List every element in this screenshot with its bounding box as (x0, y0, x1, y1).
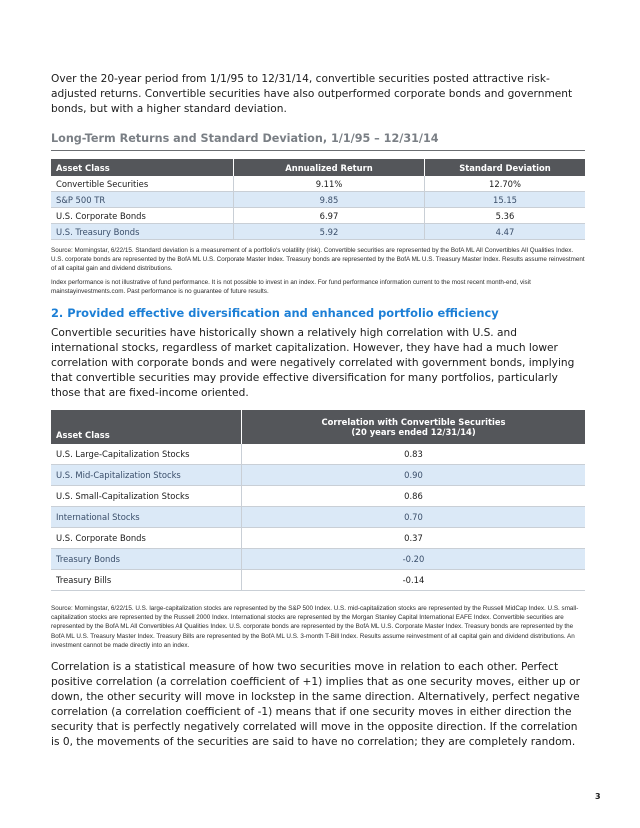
page-content (51, 72, 585, 750)
column-header: Asset Class (51, 159, 234, 176)
table-cell: 9.11% (234, 176, 425, 192)
table-row (51, 465, 585, 486)
table-cell: 5.36 (425, 208, 586, 224)
table2-source-note: Source: Morningstar, 6/22/15. U.S. large-capitalization stocks are represented by the S&P 500 Index. U.S. mid-capitalization stocks are represented by the Russell MidCap Index. U.S. small-capitalization stocks are represented by the Russell 2000 Index. International stocks are represented by the Morgan Stanley Capital International EAFE Index. Convertible securities are represented by the BofA ML All Convertibles All Qualities Index. U.S. corporate bonds are represented by the BofA ML U.S. Corporate Master Index. Treasury bonds are represented by the BofA ML U.S. Treasury Master Index. Treasury Bills are represented by the BofA ML U.S. 3-month T-Bill Index. Results assume reinvestment of all capital gain and dividend distributions. An investment cannot be made directly into an index. (51, 605, 579, 649)
table-cell: 12.70% (425, 176, 586, 192)
table-cell: U.S. Corporate Bonds (51, 208, 234, 224)
table-cell: 0.83 (242, 444, 586, 465)
table-row (51, 444, 585, 465)
table-cell: 0.90 (242, 465, 586, 486)
table-cell: Treasury Bonds (51, 549, 242, 570)
section2-paragraph: Convertible securities have historically shown a relatively high correlation with U.S. and international stocks, regardless of market capitalization. However, they have had a much lower correlation with corporate bonds and were negatively correlated with government bonds, implying that convertible securities may provide effective diversification for many portfolios, particularly those that are fixed-income oriented. (51, 327, 575, 400)
table-cell: U.S. Small-Capitalization Stocks (51, 486, 242, 507)
table-cell: -0.20 (242, 549, 586, 570)
table-row (51, 570, 585, 591)
table-row (51, 224, 585, 240)
table-row (51, 528, 585, 549)
table-cell: U.S. Corporate Bonds (51, 528, 242, 549)
table-header-row (51, 410, 585, 444)
section2-heading: 2. Provided effective diversification and enhanced portfolio efficiency (51, 306, 499, 321)
table1-heading: Long-Term Returns and Standard Deviation, 1/1/95 – 12/31/14 (51, 132, 585, 151)
index-disclaimer: Index performance is not illustrative of fund performance. It is not possible to invest in an index. For fund performance information current to the most recent month-end, visit mainstayinvestments.com. Past performance is no guarantee of future results. (51, 278, 531, 295)
table-row (51, 208, 585, 224)
column-header-line: (20 years ended 12/31/14) (351, 427, 476, 438)
table-header-row (51, 159, 585, 176)
correlation-table (51, 410, 585, 591)
intro-paragraph: Over the 20-year period from 1/1/95 to 12/31/14, convertible securities posted attractive risk-adjusted returns. Convertible securities have also outperformed corporate bonds and government bonds, but with a higher standard deviation. (51, 73, 573, 115)
table-cell: 6.97 (234, 208, 425, 224)
table-row (51, 192, 585, 208)
table-cell: 0.70 (242, 507, 586, 528)
table-cell: -0.14 (242, 570, 586, 591)
table-row (51, 507, 585, 528)
column-header: Standard Deviation (425, 159, 586, 176)
column-header (242, 410, 586, 444)
table-cell: 0.37 (242, 528, 586, 549)
column-header: Annualized Return (234, 159, 425, 176)
closing-paragraph: Correlation is a statistical measure of how two securities move in relation to each other. Perfect positive correlation (a correlation coefficient of +1) implies that as one security moves, either up or down, the other security will move in lockstep in the same direction. Alternatively, perfect negative correlation (a correlation coefficient of -1) means that if one security moves in either direction the security that is perfectly negatively correlated will move in the opposite direction. If the correlation is 0, the movements of the securities are said to have no correlation; they are completely random. (51, 661, 580, 749)
table1-source-note: Source: Morningstar, 6/22/15. Standard deviation is a measurement of a portfolio's volatility (risk). Convertible securities are represented by the BofA ML All Convertibles All Qualities Index. U.S. corporate bonds are represented by the BofA ML U.S. Corporate Master Index. Treasury bonds are represented by the BofA ML U.S. Treasury Master Index. Results assume reinvestment of all capital gain and dividend distributions. (51, 247, 585, 273)
table-row (51, 486, 585, 507)
table-cell: Treasury Bills (51, 570, 242, 591)
returns-table (51, 159, 585, 240)
column-header-line: Correlation with Convertible Securities (321, 417, 506, 428)
column-header: Asset Class (51, 410, 242, 444)
table-cell: U.S. Large-Capitalization Stocks (51, 444, 242, 465)
table-cell: U.S. Mid-Capitalization Stocks (51, 465, 242, 486)
table-row (51, 549, 585, 570)
table-cell: 15.15 (425, 192, 586, 208)
table-row (51, 176, 585, 192)
page-number: 3 (595, 792, 601, 801)
table-cell: 9.85 (234, 192, 425, 208)
table-cell: U.S. Treasury Bonds (51, 224, 234, 240)
table-cell: S&P 500 TR (51, 192, 234, 208)
table-cell: 0.86 (242, 486, 586, 507)
table-cell: Convertible Securities (51, 176, 234, 192)
table-cell: International Stocks (51, 507, 242, 528)
table-cell: 5.92 (234, 224, 425, 240)
table-cell: 4.47 (425, 224, 586, 240)
